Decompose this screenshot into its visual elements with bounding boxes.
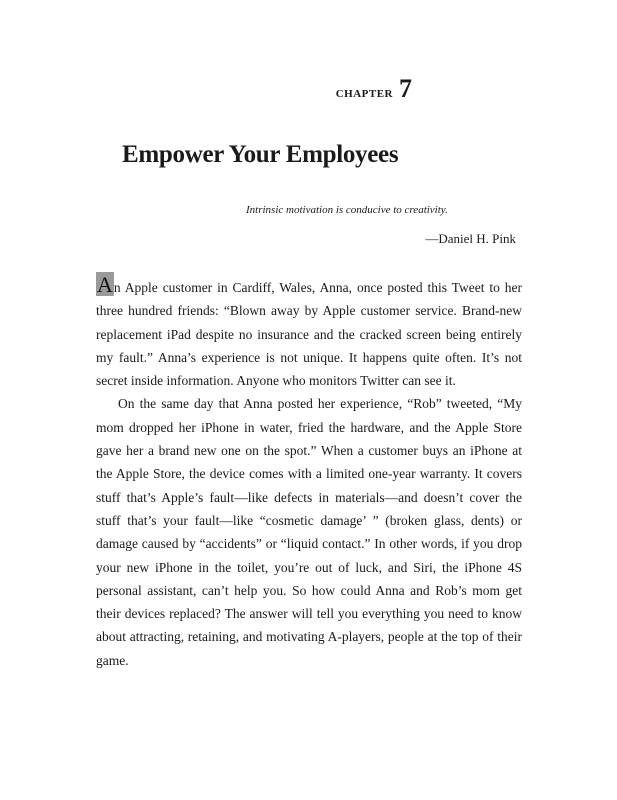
chapter-title: Empower Your Employees <box>122 141 399 168</box>
body-text <box>96 272 522 672</box>
paragraph-2: On the same day that Anna posted her experience, “Rob” tweeted, “My mom dropped her iPhone in water, fried the hardware, and the Apple Store gave her a brand new one on the spot.” When a customer buys an iPhone at the Apple Store, the device comes with a limited one-year warranty. It covers stuff that’s Apple’s fault—like defects in materials—and doesn’t cover the stuff that’s your fault—like “cosmetic damage’ ” (broken glass, dents) or damage caused by “accidents” or “liquid contact.” In other words, if you drop your new iPhone in the toilet, you’re out of luck, and Siri, the iPhone 4S personal assistant, can’t help you. So how could Anna and Rob’s mom get their devices replaced? The answer will tell you everything you need to know about attracting, retaining, and motivating A-players, people at the top of their game. <box>96 396 522 668</box>
epigraph-author: —Daniel H. Pink <box>425 231 516 246</box>
epigraph-quote: Intrinsic motivation is conducive to creativity. <box>246 204 448 216</box>
paragraph-1 <box>96 272 522 392</box>
paragraph-1-text: n Apple customer in Cardiff, Wales, Anna, once posted this Tweet to her three hundred friends: “Blown away by Apple customer service. Brand-new replacement iPad despite no insurance and the cracked screen being entirely my fault.” Anna’s experience is not unique. It happens quite often. It’s not secret inside information. Anyone who monitors Twitter can see it. <box>96 280 522 389</box>
drop-cap: A <box>97 272 113 297</box>
chapter-label: CHAPTER <box>335 88 393 100</box>
chapter-number: 7 <box>399 74 412 103</box>
chapter-heading <box>336 74 412 109</box>
